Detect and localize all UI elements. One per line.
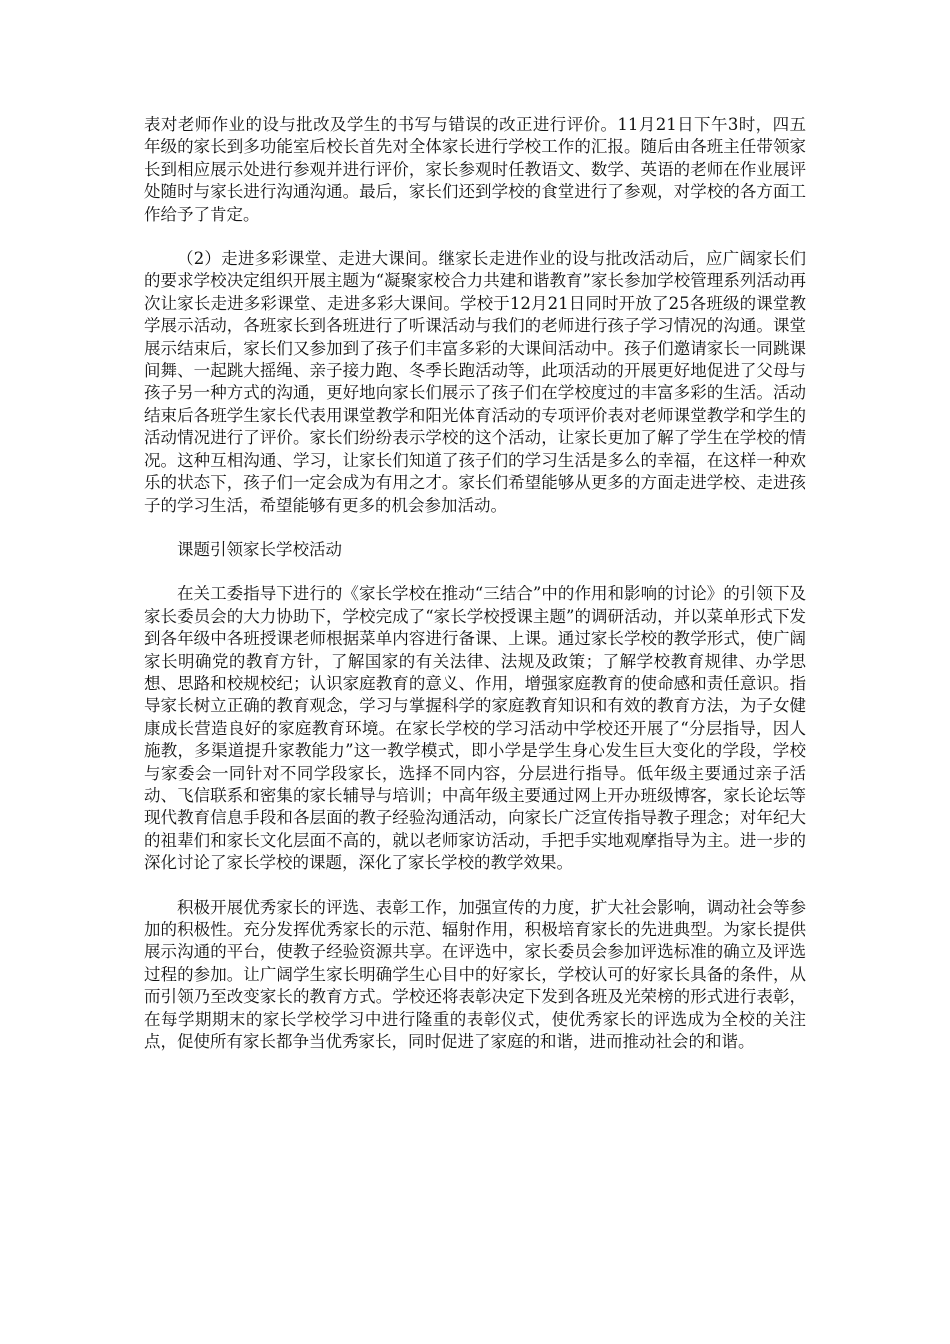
paragraph-excellent-parents: 积极开展优秀家长的评选、表彰工作，加强宣传的力度，扩大社会影响，调动社会等参加的积极性。充分发挥优秀家长的示范、辐射作用，积极培育家长的先进典型。为家长提供展示沟通的平台，使教子经验资源共享。在评选中，家长委员会参加评选标准的确立及评选过程的参加。让广阔学生家长明确学生心目中的好家长，学校认可的好家长具备的条件，从而引领乃至改变家长的教育方式。学校还将表彰决定下发到各班及光荣榜的形式进行表彰，在每学期期末的家长学校学习中进行隆重的表彰仪式，使优秀家长的评选成为全校的关注点，促使所有家长都争当优秀家长，同时促进了家庭的和谐，进而推动社会的和谐。 [144,897,806,1052]
section-heading: 课题引领家长学校活动 [177,539,342,559]
paragraph-home-visit-summary: 表对老师作业的设与批改及学生的书写与错误的改正进行评价。11月21日下午3时，四五年级的家长到多功能室后校长首先对全体家长进行学校工作的汇报。随后由各班主任带领家长到相应展示处进行参观并进行评价，家长参观时任教语文、数学、英语的老师在作业展评处随时与家长进行沟通沟通。最后，家长们还到学校的食堂进行了参观，对学校的各方面工作给予了肯定。 [144,115,806,224]
paragraph-colorful-classroom: （2）走进多彩课堂、走进大课间。继家长走进作业的设与批改活动后，应广阔家长们的要求学校决定组织开展主题为“凝聚家校合力共建和谐教育”家长参加学校管理系列活动再次让家长走进多彩课堂、走进多彩大课间。学校于12月21日同时开放了25各班级的课堂教学展示活动，各班家长到各班进行了听课活动与我们的老师进行孩子学习情况的沟通。课堂展示结束后，家长们又参加到了孩子们丰富多彩的大课间活动中。孩子们邀请家长一同跳课间舞、一起跳大摇绳、亲子接力跑、冬季长跑活动等，此项活动的开展更好地促进了父母与孩子另一种方式的沟通，更好地向家长们展示了孩子们在学校度过的丰富多彩的生活。活动结束后各班学生家长代表用课堂教学和阳光体育活动的专项评价表对老师课堂教学和学生的活动情况进行了评价。家长们纷纷表示学校的这个活动，让家长更加了解了学生在学校的情况。这种互相沟通、学习，让家长们知道了孩子们的学习生活是多么的幸福，在这样一种欢乐的状态下，孩子们一定会成为有用之才。家长们希望能够从更多的方面走进学校、走进孩子的学习生活，希望能够有更多的机会参加活动。 [144,249,806,515]
document-page [144,114,806,1075]
paragraph-parent-school-topic: 在关工委指导下进行的《家长学校在推动“三结合”中的作用和影响的讨论》的引领下及家长委员会的大力协助下，学校完成了“家长学校授课主题”的调研活动，并以菜单形式下发到各年级中各班授课老师根据菜单内容进行备课、上课。通过家长学校的教学形式，使广阔家长明确党的教育方针，了解国家的有关法律、法规及政策；了解学校教育规律、办学思想、思路和校规校纪；认识家庭教育的意义、作用，增强家庭教育的使命感和责任意识。指导家长树立正确的教育观念，学习与掌握科学的家庭教育知识和有效的教育方法，为子女健康成长营造良好的家庭教育环境。在家长学校的学习活动中学校还开展了“分层指导，因人施教，多渠道提升家教能力”这一教学模式，即小学是学生身心发生巨大变化的学段，学校与家委会一同针对不同学段家长，选择不同内容，分层进行指导。低年级主要通过亲子活动、飞信联系和密集的家长辅导与培训；中高年级主要通过网上开办班级博客，家长论坛等现代教育信息手段和各层面的教子经验沟通活动，向家长广泛宣传指导教子理念；对年纪大的祖辈们和家长文化层面不高的，就以老师家访活动，手把手实地观摩指导为主。进一步的深化讨论了家长学校的课题，深化了家长学校的教学效果。 [144,584,806,873]
